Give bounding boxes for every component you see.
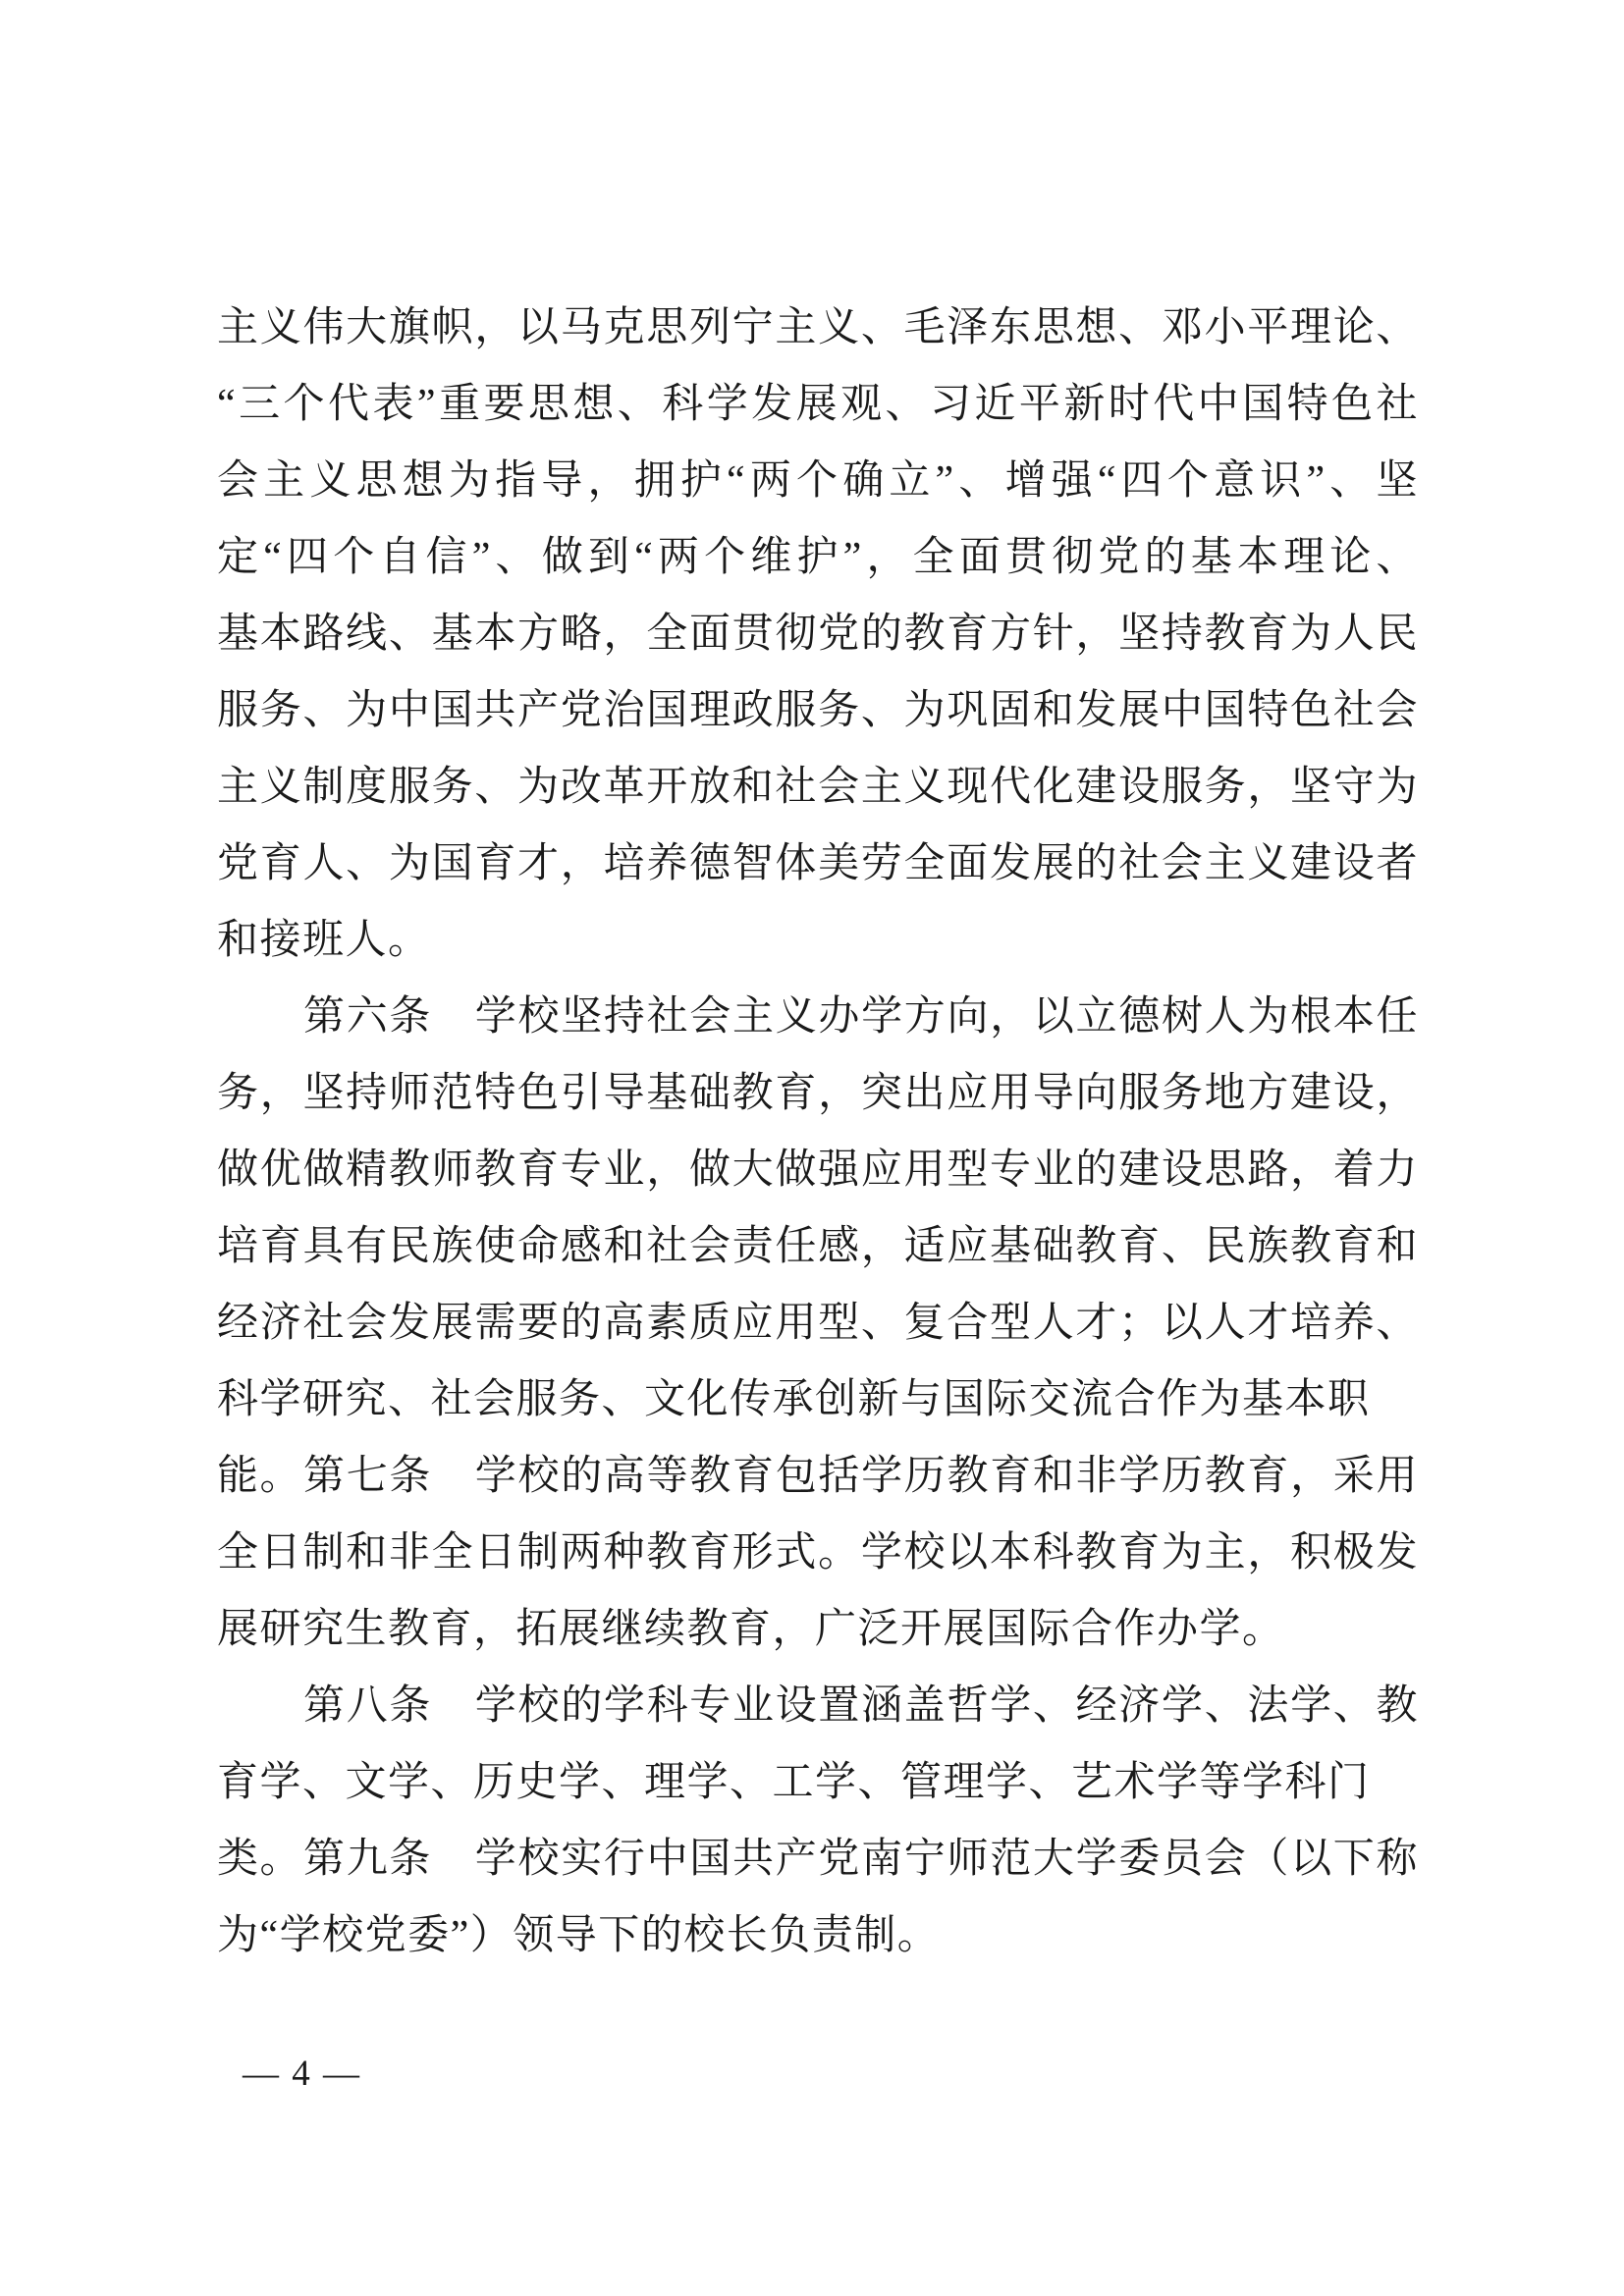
text-line: 培育具有民族使命感和社会责任感，适应基础教育、民族教育和: [217, 1224, 1419, 1269]
text-line: 服务、为中国共产党治国理政服务、为巩固和发展中国特色社会: [217, 688, 1419, 733]
text-line: 为“学校党委”）领导下的校长负责制。: [217, 1913, 941, 1958]
text-line: 育学、文学、历史学、理学、工学、管理学、艺术学等学科门类。: [217, 1760, 1371, 1882]
text-line: “三个代表”重要思想、科学发展观、习近平新时代中国特色社: [217, 382, 1419, 427]
text-line: 定“四个自信”、做到“两个维护”，全面贯彻党的基本理论、: [217, 535, 1419, 580]
document-body: [217, 290, 1419, 1974]
text-line: 会主义思想为指导，拥护“两个确立”、增强“四个意识”、坚: [217, 458, 1419, 504]
text-line: 主义伟大旗帜，以马克思列宁主义、毛泽东思想、邓小平理论、: [217, 305, 1419, 350]
text-line: 主义制度服务、为改革开放和社会主义现代化建设服务，坚守为: [217, 765, 1419, 810]
text-line: 全日制和非全日制两种教育形式。学校以本科教育为主，积极发: [217, 1530, 1419, 1575]
text-line: 第八条 学校的学科专业设置涵盖哲学、经济学、法学、教: [303, 1683, 1419, 1729]
text-line: 科学研究、社会服务、文化传承创新与国际交流合作为基本职能。: [217, 1377, 1371, 1499]
text-line: 做优做精教师教育专业，做大做强应用型专业的建设思路，着力: [217, 1148, 1419, 1193]
text-line: 展研究生教育，拓展继续教育，广泛开展国际合作办学。: [217, 1607, 1285, 1652]
text-line: 和接班人。: [217, 918, 431, 963]
page-footer: [243, 2051, 361, 2098]
text-line: 经济社会发展需要的高素质应用型、复合型人才；以人才培养、: [217, 1301, 1419, 1346]
page-number: — 4 —: [243, 2054, 361, 2094]
text-line: 基本路线、基本方略，全面贯彻党的教育方针，坚持教育为人民: [217, 612, 1419, 657]
text-line: 务，坚持师范特色引导基础教育，突出应用导向服务地方建设，: [217, 1071, 1419, 1116]
text-line: 党育人、为国育才，培养德智体美劳全面发展的社会主义建设者: [217, 841, 1419, 886]
text-line: 第七条 学校的高等教育包括学历教育和非学历教育，采用: [303, 1454, 1419, 1499]
text-line: 第六条 学校坚持社会主义办学方向，以立德树人为根本任: [303, 994, 1419, 1040]
text-line: 第九条 学校实行中国共产党南宁师范大学委员会（以下称: [303, 1837, 1419, 1882]
